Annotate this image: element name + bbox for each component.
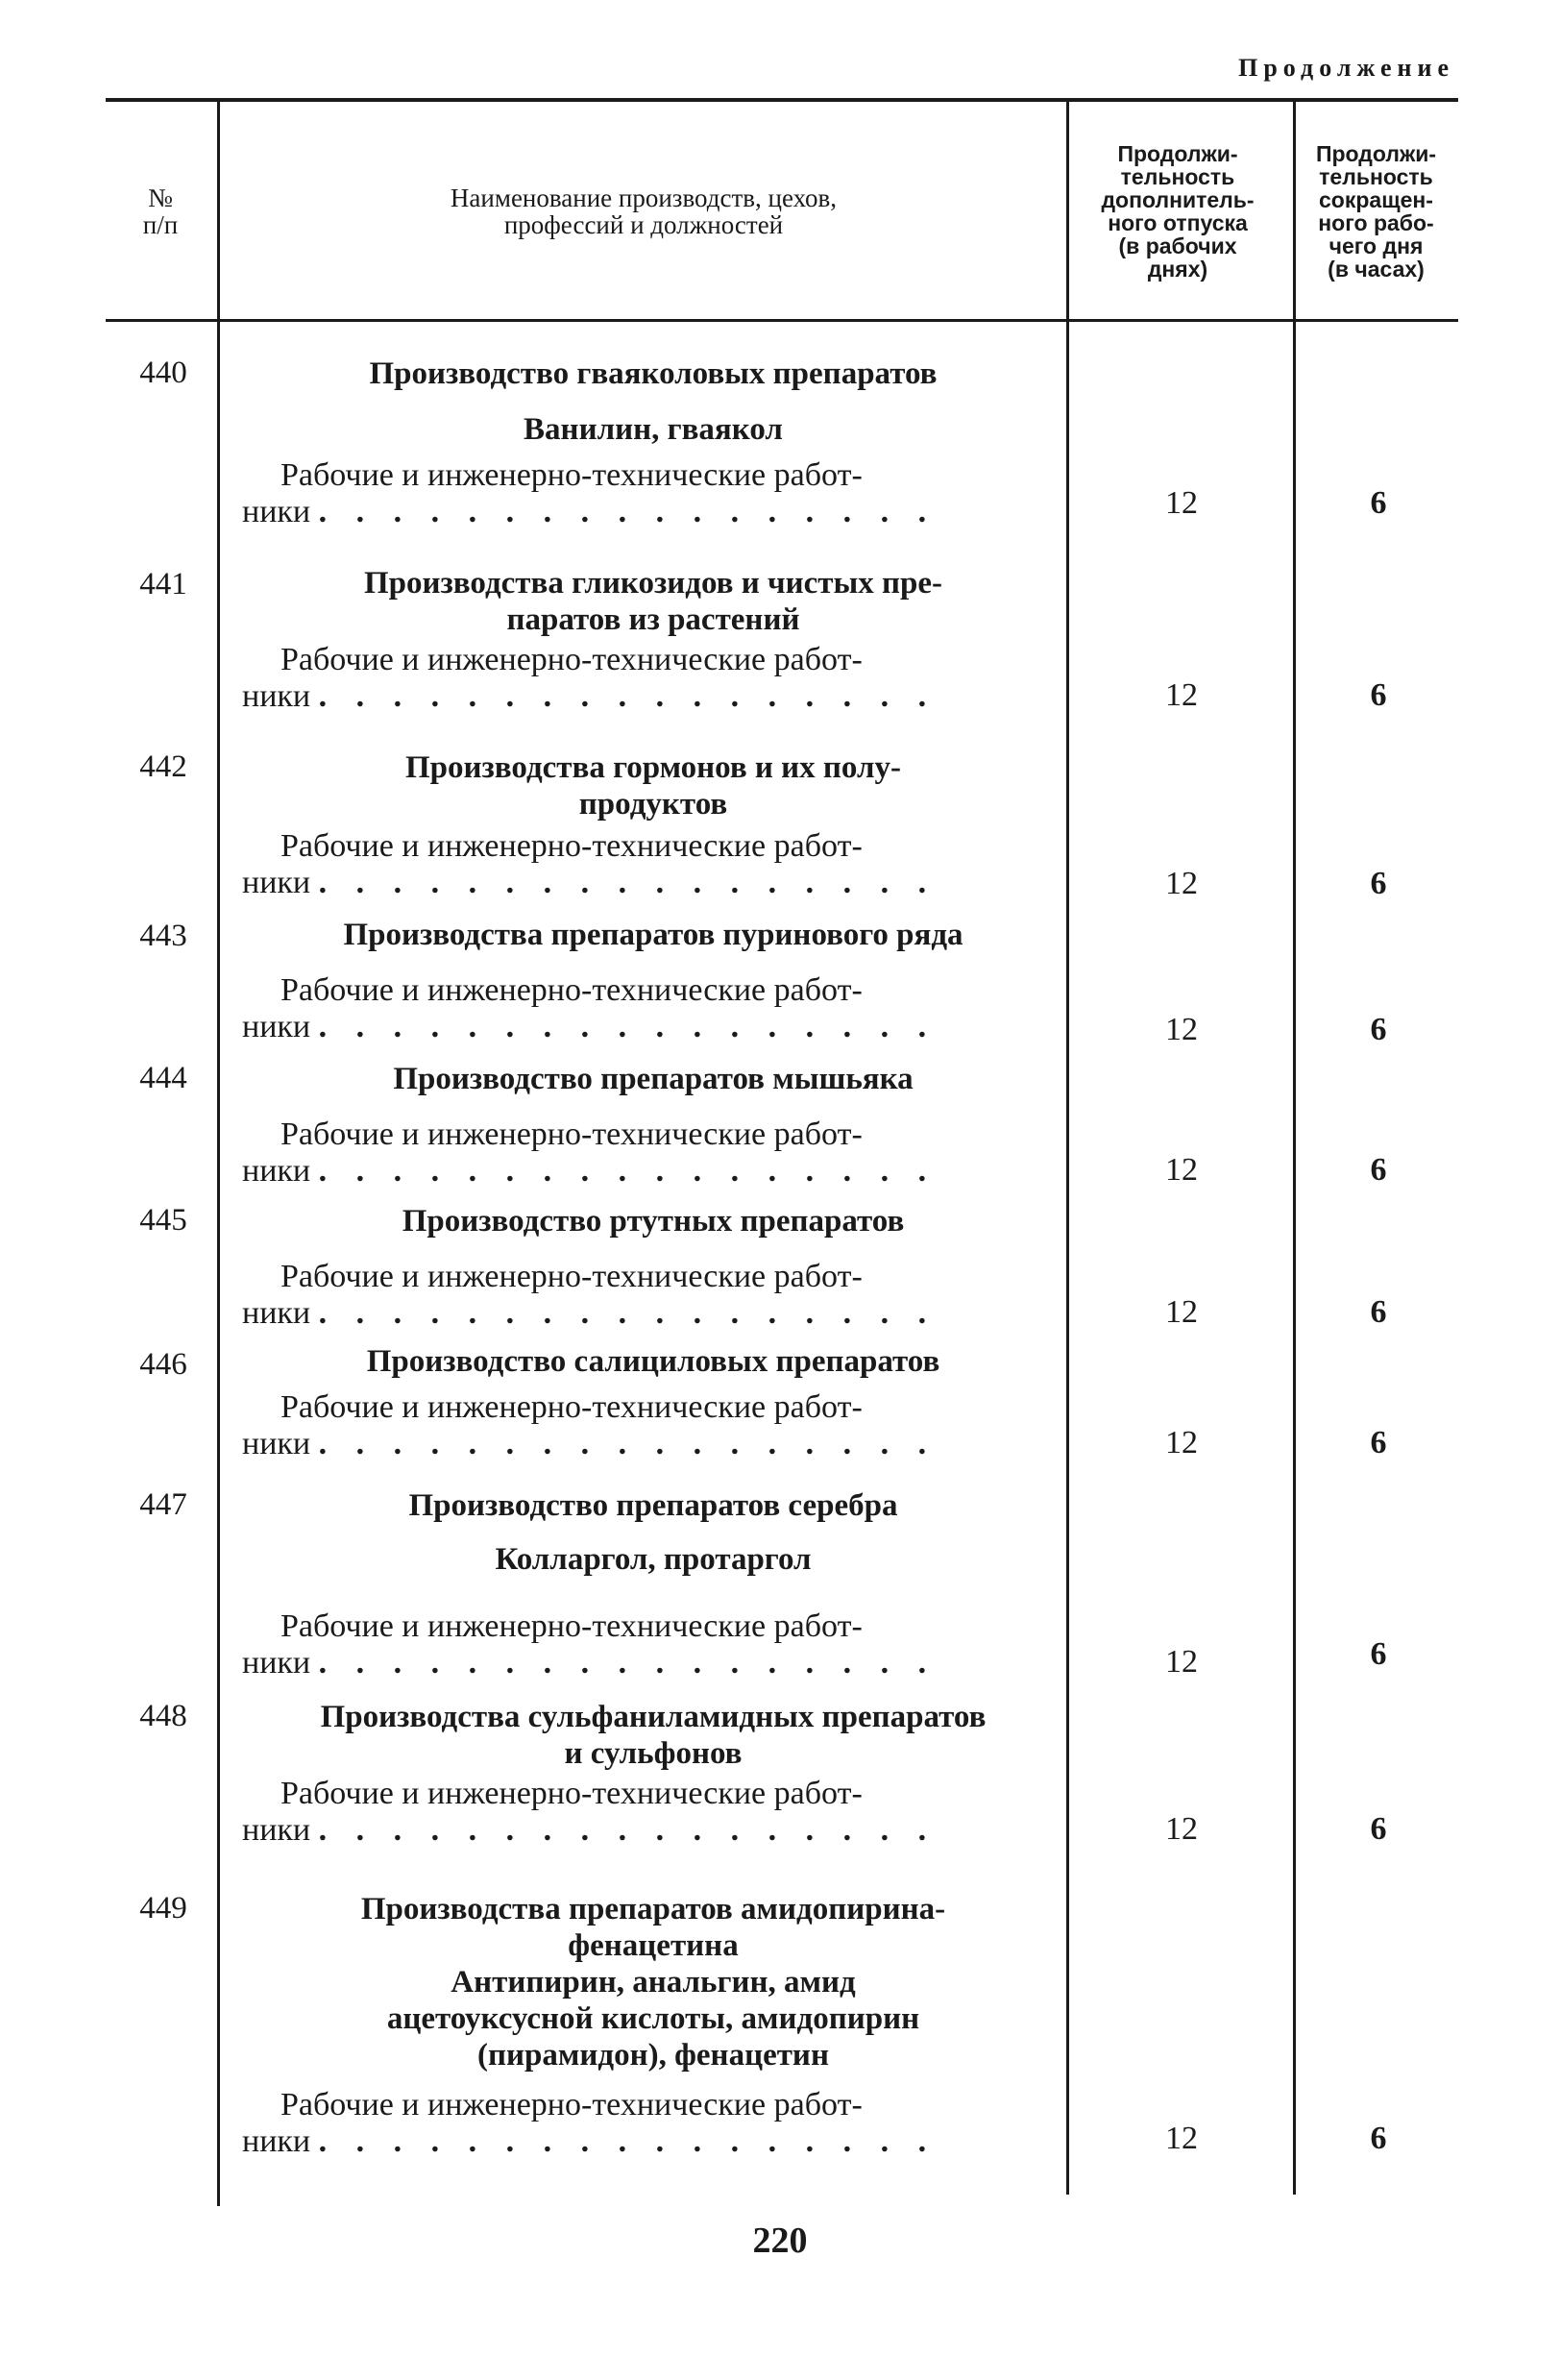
vacation-days-value: 12 — [1165, 1294, 1198, 1330]
workday-hours-value: 6 — [1370, 866, 1387, 901]
entry-description-line: Рабочие и инженерно-технические работ- — [280, 642, 863, 677]
workday-hours-value: 6 — [1370, 1012, 1387, 1047]
entry-description — [242, 457, 1055, 530]
entry-subtitle: Ванилин, гваякол — [524, 412, 783, 447]
header-workday-hours: Продолжи- тельность сокращен- ного рабо- чего дня (в часах) — [1315, 141, 1437, 282]
entry-description-end: ники — [242, 1009, 311, 1044]
entry-description — [242, 1259, 1055, 1332]
entry-number: 448 — [139, 1699, 187, 1733]
entry-description — [242, 972, 1055, 1045]
vacation-days-value: 12 — [1165, 677, 1198, 713]
leader-dots: . . . . . . . . . . . . . . . . . — [318, 1295, 938, 1331]
entry-description — [242, 642, 1055, 715]
entry-title: Производство салициловых препаратов — [366, 1344, 940, 1379]
leader-dots: . . . . . . . . . . . . . . . . . — [318, 2123, 938, 2159]
vacation-days-value: 12 — [1165, 1644, 1198, 1680]
entry-description — [242, 828, 1055, 901]
leader-dots: . . . . . . . . . . . . . . . . . — [318, 1009, 938, 1044]
entry-subtitle: Антипирин, анальгин, амид ацетоуксусной кислоты, амидопирин (пирамидон), фенацетин — [386, 1965, 920, 2073]
entry-description — [242, 1389, 1055, 1462]
entry-description-line: Рабочие и инженерно-технические работ- — [280, 1608, 863, 1644]
entry-description-end: ники — [242, 1153, 311, 1189]
header-vacation-days: Продолжи- тельность дополнитель- ного отпуска (в рабочих днях) — [1101, 141, 1255, 282]
leader-dots: . . . . . . . . . . . . . . . . . — [318, 1812, 938, 1848]
column-divider-1 — [217, 100, 220, 2206]
header-name: Наименование производств, цехов, профессий и должностей — [450, 184, 838, 239]
leader-dots: . . . . . . . . . . . . . . . . . — [318, 865, 938, 900]
entry-description-end: ники — [242, 2123, 311, 2159]
vacation-days-value: 12 — [1165, 2121, 1198, 2156]
entry-number: 441 — [139, 567, 187, 601]
vacation-days-value: 12 — [1165, 1425, 1198, 1460]
leader-dots: . . . . . . . . . . . . . . . . . — [318, 1426, 938, 1461]
entry-description-line: Рабочие и инженерно-технические работ- — [280, 972, 863, 1008]
entry-description-line: Рабочие и инженерно-технические работ- — [280, 457, 863, 493]
workday-hours-value: 6 — [1370, 1294, 1387, 1330]
workday-hours-value: 6 — [1370, 2121, 1387, 2156]
vacation-days-value: 12 — [1165, 485, 1198, 521]
entry-number: 449 — [139, 1891, 187, 1926]
entry-description-end: ники — [242, 1645, 311, 1681]
entry-number: 446 — [139, 1347, 187, 1382]
leader-dots: . . . . . . . . . . . . . . . . . — [318, 1153, 938, 1189]
vacation-days-value: 12 — [1165, 866, 1198, 901]
entry-number: 445 — [139, 1203, 187, 1238]
entry-title: Производство гваяколовых препаратов — [369, 356, 938, 391]
entry-description-line: Рабочие и инженерно-технические работ- — [280, 1116, 863, 1152]
entry-title: Производства гормонов и их полу- продуктов — [405, 750, 901, 822]
workday-hours-value: 6 — [1370, 1636, 1387, 1672]
workday-hours-value: 6 — [1370, 485, 1387, 521]
entry-description-end: ники — [242, 1295, 311, 1331]
vacation-days-value: 12 — [1165, 1012, 1198, 1047]
header-bottom-rule — [106, 319, 1458, 322]
entry-title: Производства препаратов пуринового ряда — [343, 918, 963, 952]
entry-title: Производство ртутных препаратов — [402, 1204, 905, 1239]
entry-number: 440 — [139, 356, 187, 390]
entry-description-end: ники — [242, 494, 311, 529]
workday-hours-value: 6 — [1370, 1152, 1387, 1188]
entry-number: 444 — [139, 1061, 187, 1095]
entry-number: 447 — [139, 1487, 187, 1522]
page-number: 220 — [752, 2221, 808, 2261]
entry-title: Производство препаратов серебра — [408, 1488, 898, 1523]
entry-description-end: ники — [242, 1812, 311, 1848]
entry-title: Производства препаратов амидопирина- фенацетина — [360, 1892, 946, 1963]
entry-description-line: Рабочие и инженерно-технические работ- — [280, 1776, 863, 1811]
entry-description-line: Рабочие и инженерно-технические работ- — [280, 2087, 863, 2122]
entry-subtitle: Колларгол, протаргол — [495, 1542, 812, 1577]
entry-description — [242, 1776, 1055, 1849]
entry-description-end: ники — [242, 1426, 311, 1461]
entry-description — [242, 1608, 1055, 1681]
entry-description-end: ники — [242, 678, 311, 714]
leader-dots: . . . . . . . . . . . . . . . . . — [318, 1645, 938, 1681]
table-top-rule — [106, 98, 1458, 102]
vacation-days-value: 12 — [1165, 1811, 1198, 1847]
entry-description-end: ники — [242, 865, 311, 900]
workday-hours-value: 6 — [1370, 1811, 1387, 1847]
header-number: № п/п — [142, 184, 179, 239]
entry-number: 442 — [139, 749, 187, 784]
leader-dots: . . . . . . . . . . . . . . . . . — [318, 678, 938, 714]
workday-hours-value: 6 — [1370, 677, 1387, 713]
entry-title: Производство препаратов мышьяка — [393, 1062, 914, 1096]
column-divider-3 — [1293, 100, 1296, 2195]
entry-description-line: Рабочие и инженерно-технические работ- — [280, 1259, 863, 1294]
leader-dots: . . . . . . . . . . . . . . . . . — [318, 494, 938, 529]
entry-description-line: Рабочие и инженерно-технические работ- — [280, 828, 863, 864]
entry-title: Производства сульфаниламидных препаратов и сульфонов — [320, 1700, 987, 1771]
workday-hours-value: 6 — [1370, 1425, 1387, 1460]
column-divider-2 — [1066, 100, 1069, 2195]
entry-title: Производства гликозидов и чистых пре- паратов из растений — [364, 566, 942, 637]
vacation-days-value: 12 — [1165, 1152, 1198, 1188]
entry-description — [242, 2087, 1055, 2160]
entry-description-line: Рабочие и инженерно-технические работ- — [280, 1389, 863, 1425]
continuation-label: Продолжение — [1238, 54, 1454, 82]
entry-description — [242, 1116, 1055, 1190]
entry-number: 443 — [139, 919, 187, 953]
